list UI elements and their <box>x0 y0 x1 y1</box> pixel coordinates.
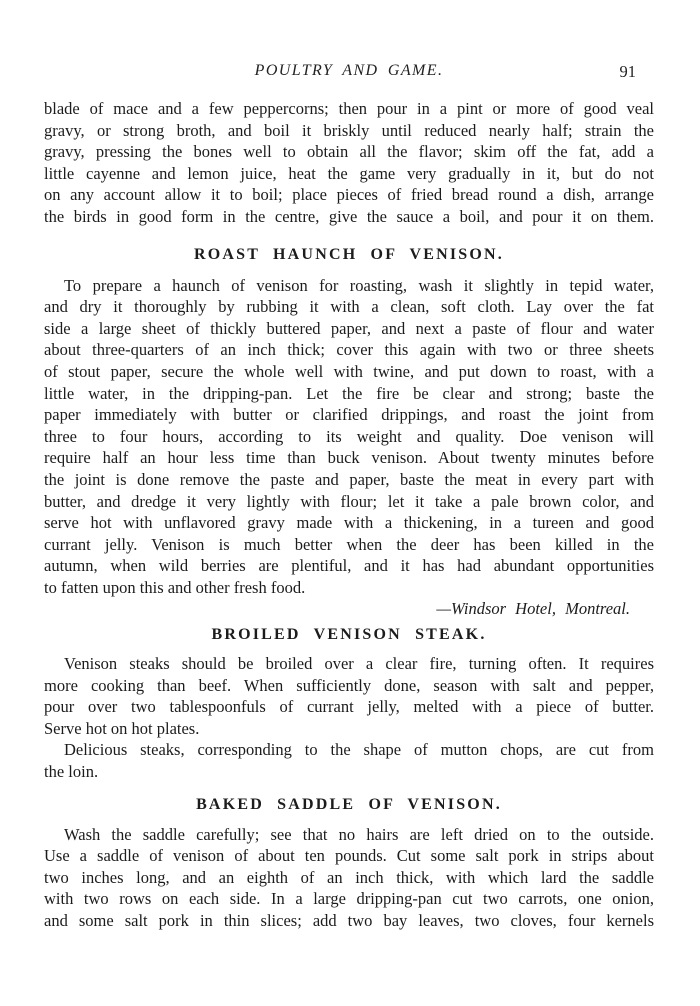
recipe-attribution: —Windsor Hotel, Montreal. <box>436 599 630 619</box>
text-line: the birds in good form in the centre, give the sauce a boil, and pour it on them. <box>44 206 654 226</box>
paragraph <box>44 98 654 228</box>
text-line: on any account allow it to boil; place pieces of fried bread round a dish, arrange <box>44 185 654 205</box>
text-line: butter, and dredge it very lightly with flour; let it take a pale brown color, and <box>44 491 654 511</box>
text-line: pour over two tablespoonfuls of currant jelly, melted with a piece of butter. <box>44 697 654 717</box>
paragraph <box>44 739 654 782</box>
page-body <box>44 98 654 932</box>
text-line: To prepare a haunch of venison for roasting, wash it slightly in tepid water, <box>64 275 654 295</box>
text-line: about three-quarters of an inch thick; cover this again with two or three sheets <box>44 340 654 360</box>
text-line: blade of mace and a few peppercorns; then pour in a pint or more of good veal <box>44 99 654 118</box>
paragraph <box>44 653 654 739</box>
paragraph <box>44 275 654 599</box>
text-line: and some salt pork in thin slices; add two bay leaves, two cloves, four kernels <box>44 911 654 930</box>
page-number: 91 <box>619 62 636 81</box>
text-line: gravy, or strong broth, and boil it briskly until reduced nearly half; strain the <box>44 120 654 140</box>
text-line: Wash the saddle carefully; see that no hairs are left dried on to the outside. <box>64 824 654 844</box>
text-line: three to four hours, according to its weight and quality. Doe venison will <box>44 426 654 446</box>
text-line: the loin. <box>44 762 99 782</box>
text-line: Use a saddle of venison of about ten pounds. Cut some salt pork in strips about <box>44 846 654 866</box>
text-line: autumn, when wild berries are plentiful, and it has had abundant opportunities <box>44 556 654 576</box>
text-line: and dry it thoroughly by rubbing it with a clean, soft cloth. Lay over the fat <box>44 297 654 317</box>
text-line: little water, in the dripping-pan. Let the fire be clear and strong; baste the <box>44 383 654 403</box>
text-line: Delicious steaks, corresponding to the shape of mutton chops, are cut from <box>64 740 654 760</box>
text-line: paper immediately with butter or clarified drippings, and roast the joint from <box>44 405 654 425</box>
running-header <box>44 62 654 82</box>
recipe-heading: BROILED VENISON STEAK. <box>211 626 487 644</box>
text-line: side a large sheet of thickly buttered paper, and next a paste of flour and water <box>44 318 654 338</box>
text-line: more cooking than beef. When sufficiently done, season with salt and pepper, <box>44 675 654 695</box>
text-line: currant jelly. Venison is much better when the deer has been killed in the <box>44 534 654 554</box>
text-line: to fatten upon this and other fresh food. <box>44 577 306 597</box>
text-line: serve hot with unflavored gravy made with a thickening, in a tureen and good <box>44 513 654 533</box>
text-line: of stout paper, secure the whole well with twine, and put down to roast, with a <box>44 361 654 381</box>
recipe-heading: ROAST HAUNCH OF VENISON. <box>194 245 504 263</box>
text-line: Serve hot on hot plates. <box>44 718 200 738</box>
text-line: with two rows on each side. In a large dripping-pan cut two carrots, one onion, <box>44 889 654 909</box>
recipe-heading: BAKED SADDLE OF VENISON. <box>196 795 502 813</box>
text-line: two inches long, and an eighth of an inch thick, with which lard the saddle <box>44 867 654 887</box>
running-header-title: POULTRY AND GAME. <box>254 62 444 79</box>
text-line: the joint is done remove the paste and paper, baste the meat in every part with <box>44 469 654 489</box>
text-line: Venison steaks should be broiled over a clear fire, turning often. It requires <box>64 654 654 674</box>
text-line: require half an hour less time than buck venison. About twenty minutes before <box>44 448 654 468</box>
paragraph <box>44 824 654 932</box>
text-line: gravy, pressing the bones well to obtain all the flavor; skim off the fat, add a <box>44 142 654 162</box>
text-line: little cayenne and lemon juice, heat the game very gradually in it, but do not <box>44 163 654 183</box>
